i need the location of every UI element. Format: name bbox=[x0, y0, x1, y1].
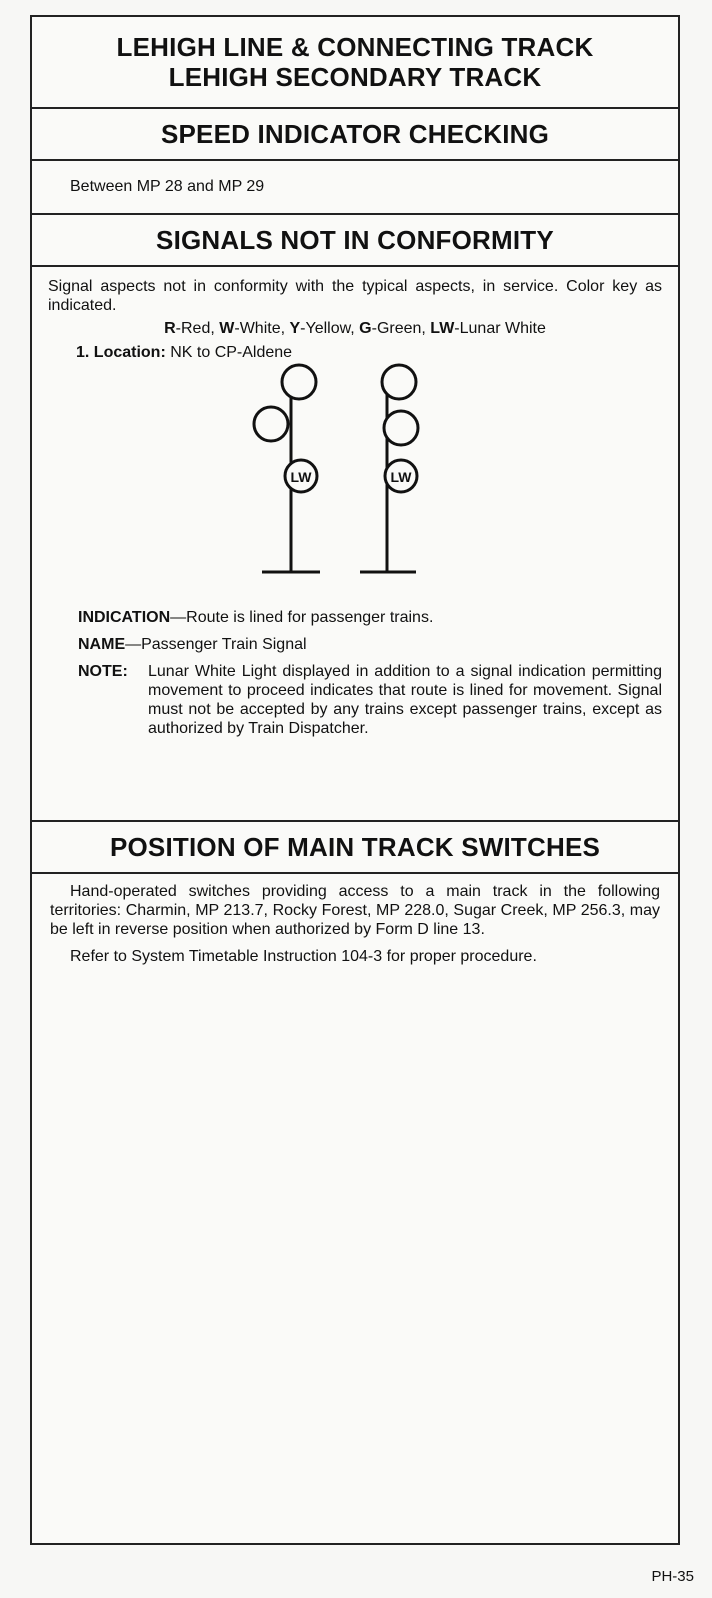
signal-diagram bbox=[32, 362, 680, 602]
speed-indicator-header bbox=[32, 109, 678, 161]
color-key-g-name: -Green, bbox=[371, 320, 431, 337]
color-key-r-code: R bbox=[164, 320, 176, 337]
color-key-y-name: -Yellow, bbox=[300, 320, 360, 337]
signal-left-lw-label: LW bbox=[290, 469, 312, 485]
note-block bbox=[78, 662, 662, 738]
signal-right-lw-label: LW bbox=[390, 469, 412, 485]
location-line bbox=[48, 344, 662, 362]
signal-left-side-lamp bbox=[254, 407, 288, 441]
signal-right-middle-lamp bbox=[384, 411, 418, 445]
timetable-page-frame bbox=[30, 15, 680, 1545]
note-label: NOTE: bbox=[78, 663, 128, 680]
color-key-g-code: G bbox=[359, 320, 372, 337]
page-number: PH-35 bbox=[651, 1568, 694, 1585]
page-title-line2: LEHIGH SECONDARY TRACK bbox=[168, 62, 542, 92]
signal-diagram-svg bbox=[32, 362, 680, 602]
signal-left-top-lamp bbox=[282, 365, 316, 399]
signal-name-line bbox=[78, 635, 662, 654]
indication-text: —Route is lined for passenger trains. bbox=[170, 609, 434, 626]
signals-header bbox=[32, 215, 678, 267]
color-key-lw-name: -Lunar White bbox=[454, 320, 546, 337]
signal-name-text: —Passenger Train Signal bbox=[125, 636, 307, 653]
indication-label: INDICATION bbox=[78, 609, 171, 626]
color-key-y-code: Y bbox=[289, 320, 301, 337]
signal-right-top-lamp bbox=[382, 365, 416, 399]
switches-paragraph-2: Refer to System Timetable Instruction 104-3 for proper procedure. bbox=[70, 948, 537, 965]
signal-name-label: NAME bbox=[78, 636, 126, 653]
signals-section bbox=[32, 267, 678, 822]
color-key bbox=[48, 320, 662, 338]
color-key-r-name: -Red, bbox=[175, 320, 220, 337]
speed-indicator-heading: SPEED INDICATOR CHECKING bbox=[160, 119, 550, 149]
location-value: NK to CP-Aldene bbox=[165, 344, 293, 361]
color-key-w-code: W bbox=[219, 320, 235, 337]
color-key-lw-code: LW bbox=[430, 320, 455, 337]
speed-indicator-section bbox=[32, 161, 678, 215]
signals-heading: SIGNALS NOT IN CONFORMITY bbox=[156, 225, 554, 255]
signals-intro: Signal aspects not in conformity with the typical aspects, in service. Color key as indicated. bbox=[48, 278, 662, 314]
switches-heading: POSITION OF MAIN TRACK SWITCHES bbox=[109, 832, 601, 862]
signal-details bbox=[48, 608, 662, 738]
switches-section bbox=[32, 874, 678, 966]
speed-indicator-text: Between MP 28 and MP 29 bbox=[70, 178, 265, 195]
switches-header bbox=[32, 822, 678, 874]
color-key-w-name: -White, bbox=[234, 320, 290, 337]
location-label: 1. Location: bbox=[76, 344, 166, 361]
indication-line bbox=[78, 608, 662, 627]
page-title-block bbox=[32, 17, 678, 109]
switches-paragraph-1: Hand-operated switches providing access to a main track in the following territories: Charmin, MP 213.7, Rocky Forest, MP 228.0, Sugar Creek, MP 256.3, may be left in reverse position when authorized by Form D line 13. bbox=[50, 883, 660, 938]
note-text: Lunar White Light displayed in addition to a signal indication permitting movement to proceed indicates that route is lined for movement. Signal must not be accepted by any trains except passenger trains, except as authorized by Train Dispatcher. bbox=[148, 663, 662, 737]
page-title-line1: LEHIGH LINE & CONNECTING TRACK bbox=[116, 32, 594, 62]
